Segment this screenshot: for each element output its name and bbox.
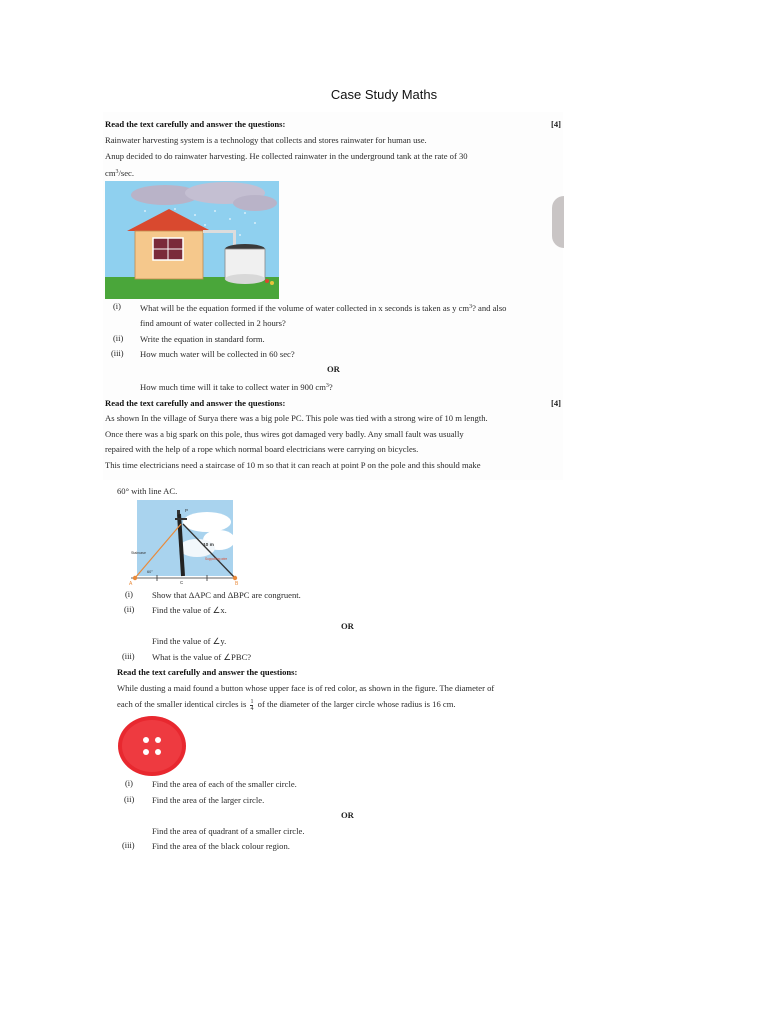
question-number: (iii) [111,349,124,358]
section-pole [103,392,563,480]
figure-label: C [180,580,184,585]
paragraph-line: As shown In the village of Surya there was a big pole PC. This pole was tied with a strong wire of 10 m length. [105,413,488,423]
question-text: Find the value of ∠x. [152,605,227,615]
figure-label: P [185,508,189,513]
question-number: (i) [113,302,121,311]
page-title: Case Study Maths [330,87,438,102]
question-number: (ii) [124,605,135,614]
or-label: OR [327,364,340,374]
marks-label: [4] [551,119,562,129]
rainwater-harvesting-illustration [105,181,279,299]
fraction: $\frac{1}{4}$ [250,699,254,712]
section-heading: Read the text carefully and answer the questions: [117,667,298,677]
paragraph-line: $cm^3/\sec$. [105,168,135,178]
question-number: (iii) [122,841,135,850]
section-heading: Read the text carefully and answer the questions: [105,119,286,129]
figure-label: Staircase [131,551,146,555]
paragraph-line: 60° with line AC. [117,486,178,496]
question-text: Find the area of the larger circle. [152,795,265,805]
question-text: Find the value of ∠y. [152,636,227,646]
or-label: OR [341,621,354,631]
paragraph-line: each of the smaller identical circles is $\frac{1}{4}$ of the diameter of the larger circle whose radius is 16 cm. [117,699,456,712]
pole-figure [127,500,241,586]
figure-label: A [129,581,133,586]
question-text: find amount of water collected in 2 hours? [140,318,286,328]
question-number: (i) [125,590,133,599]
paragraph-line: repaired with the help of a rope which normal board electricians were carrying on bicycles. [105,444,419,454]
section-heading: Read the text carefully and answer the questions: [105,398,286,408]
question-number: (i) [125,779,133,788]
question-number: (iii) [122,652,135,661]
figure-label: B [235,581,239,586]
figure-label: 60° [147,570,153,574]
marks-label: [4] [551,398,562,408]
red-button-figure [117,715,189,777]
section-rainwater [103,112,563,392]
question-text: Find the area of each of the smaller circle. [152,779,297,789]
question-number: (ii) [113,334,124,343]
scan-edge-shadow [552,196,564,248]
paragraph-line: Anup decided to do rainwater harvesting. He collected rainwater in the underground tank at the rate of 30 [105,151,468,161]
question-text: Write the equation in standard form. [140,334,265,344]
question-text: Find the area of the black colour region. [152,841,290,851]
paragraph-line: Once there was a big spark on this pole, thus wires got damaged very badly. Any small fault was usually [105,429,464,439]
question-text: How much time will it take to collect water in 900 $cm^3$? [140,382,333,392]
figure-label: 10 m [203,543,214,548]
paragraph-line: While dusting a maid found a button whose upper face is of red color, as shown in the figure. The diameter of [117,683,495,693]
figure-label: Supporting wire [205,557,228,561]
paragraph-line: This time electricians need a staircase of 10 m so that it can reach at point P on the pole and this should make [105,460,481,470]
question-text: How much water will be collected in 60 sec? [140,349,295,359]
question-text: What is the value of ∠PBC? [152,652,252,662]
paragraph-line: Rainwater harvesting system is a technology that collects and stores rainwater for human use. [105,135,427,145]
question-text: Show that ΔAPC and ΔBPC are congruent. [152,590,301,600]
question-text: Find the area of quadrant of a smaller circle. [152,826,305,836]
question-text: What will be the equation formed if the volume of water collected in x seconds is taken as y $cm^3$? and also [140,303,507,313]
or-label: OR [341,810,354,820]
question-number: (ii) [124,795,135,804]
